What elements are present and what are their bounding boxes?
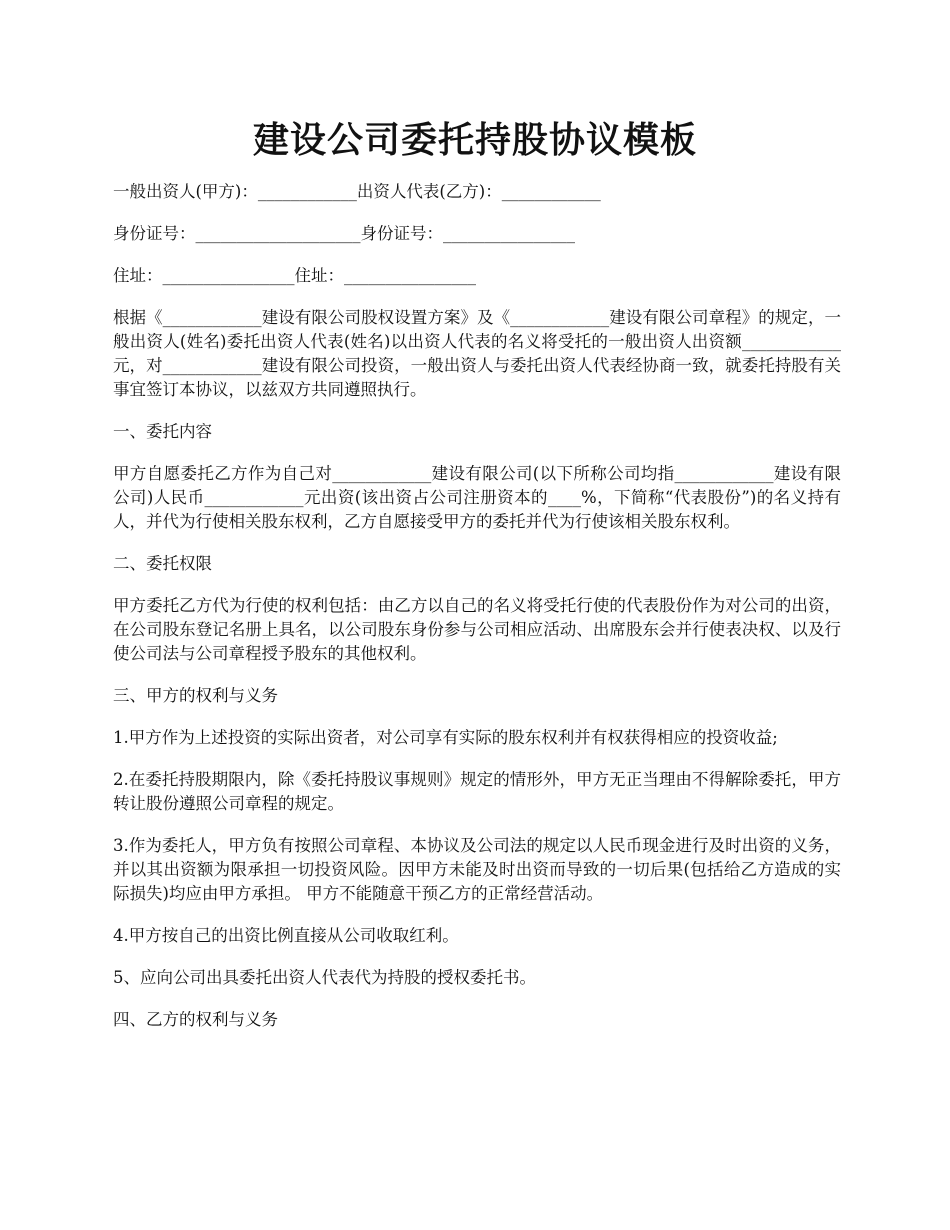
document-body: [113, 180, 841, 1050]
clause-2: 2.在委托持股期限内，除《委托持股议事规则》规定的情形外，甲方无正当理由不得解除委托，甲方转让股份遵照公司章程的规定。: [113, 770, 841, 813]
clause-4: 4.甲方按自己的出资比例直接从公司收取红利。: [113, 926, 459, 945]
entrustment-scope-paragraph: 甲方委托乙方代为行使的权利包括：由乙方以自己的名义将受托行使的代表股份作为对公司的出资，在公司股东登记名册上具名，以公司股东身份参与公司相应活动、出席股东会并行使表决权、以及行使公司法与公司章程授予股东的其他权利。: [113, 596, 841, 663]
section-heading-3: 三、甲方的权利与义务: [113, 686, 278, 705]
section-heading-4: 四、乙方的权利与义务: [113, 1010, 278, 1029]
clause-1: 1.甲方作为上述投资的实际出资者，对公司享有实际的股东权利并有权获得相应的投资收益;: [113, 728, 778, 747]
document-title: 建设公司委托持股协议模板: [252, 119, 697, 161]
address-line: 住址：________________住址：________________: [113, 266, 476, 285]
clause-3: 3.作为委托人，甲方负有按照公司章程、本协议及公司法的规定以人民币现金进行及时出资的义务，并以其出资额为限承担一切投资风险。因甲方未能及时出资而导致的一切后果(包括给乙方造成的实际损失)均应由甲方承担。 甲方不能随意干预乙方的正常经营活动。: [113, 836, 841, 903]
entrustment-content-paragraph: 甲方自愿委托乙方作为自己对____________建设有限公司(以下所称公司均指____________建设有限公司)人民币____________元出资(该出资占公司注册资本的____%，下简称“代表股份”)的名义持有人，并代为行使相关股东权利，乙方自愿接受甲方的委托并代为行使该相关股东权利。: [113, 464, 841, 531]
id-number-line: 身份证号：____________________身份证号：________________: [113, 224, 575, 243]
section-heading-1: 一、委托内容: [113, 422, 212, 441]
clause-5: 5、应向公司出具委托出资人代表代为持股的授权委托书。: [113, 968, 536, 987]
party-names-line: 一般出资人(甲方)：____________出资人代表(乙方)：____________: [113, 182, 601, 201]
preamble-paragraph: 根据《____________建设有限公司股权设置方案》及《____________建设有限公司章程》的规定，一般出资人(姓名)委托出资人代表(姓名)以出资人代表的名义将受托的一般出资人出资额____________元，对____________建设有限公司投资，一般出资人与委托出资人代表经协商一致，就委托持股有关事宜签订本协议，以兹双方共同遵照执行。: [113, 308, 841, 399]
section-heading-2: 二、委托权限: [113, 554, 212, 573]
